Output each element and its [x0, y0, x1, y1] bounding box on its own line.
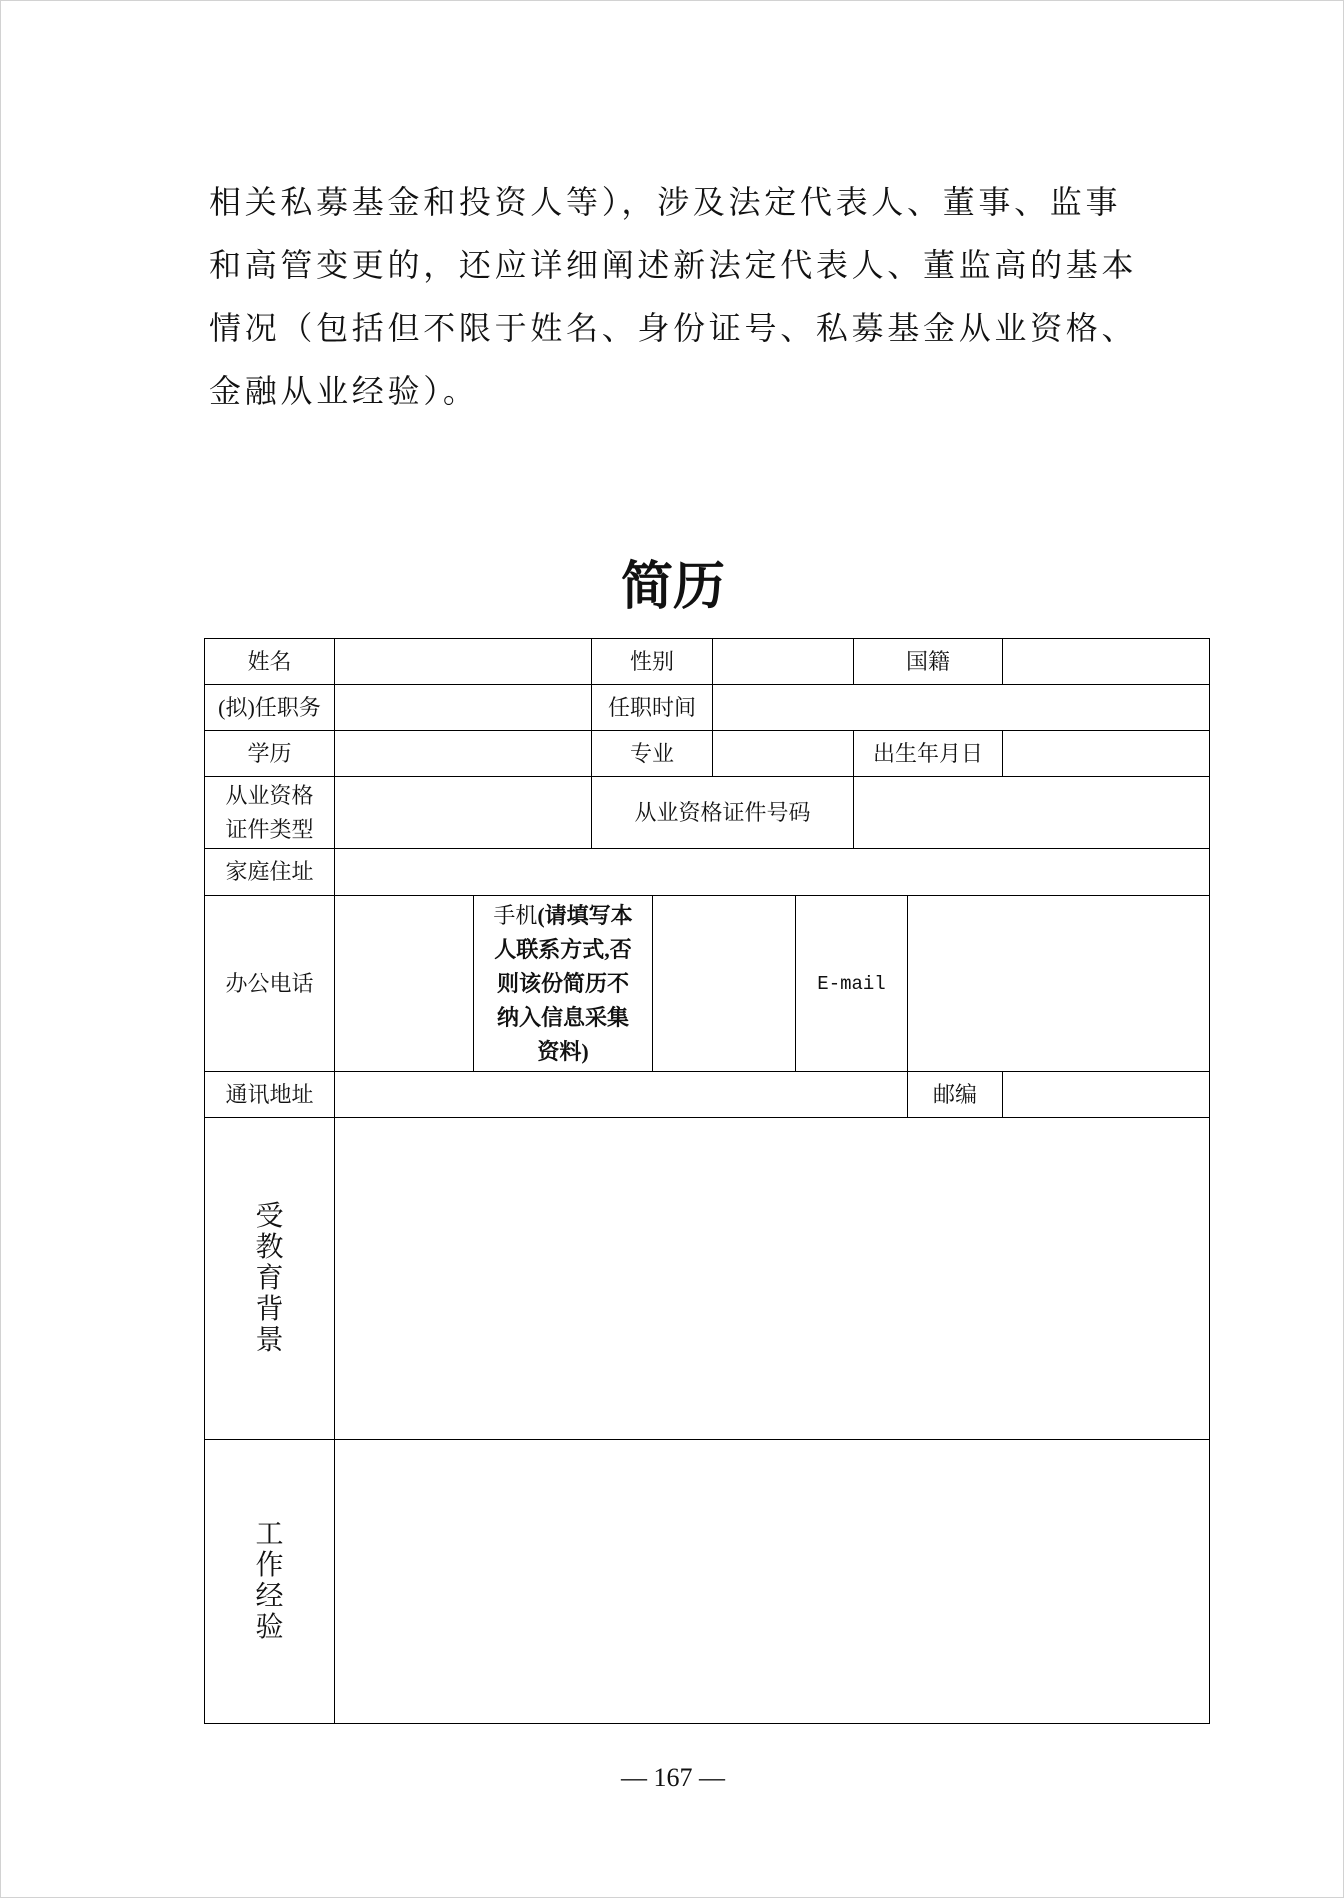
form-row-education — [205, 731, 1210, 777]
birthdate-value-cell — [1003, 731, 1210, 777]
office-phone-label: 办公电话 — [205, 896, 335, 1072]
form-row-certificate — [205, 777, 1210, 849]
mobile-note-text: 资料) — [537, 1038, 589, 1064]
paragraph-line: 相关私募基金和投资人等），涉及法定代表人、董事、监事 — [209, 184, 1122, 220]
form-row-education-background — [205, 1118, 1210, 1440]
mailing-address-value-cell — [335, 1072, 908, 1118]
resume-title: 简历 — [620, 559, 725, 616]
mobile-label: 手机 — [493, 902, 538, 928]
nationality-label: 国籍 — [854, 639, 1003, 685]
position-label: (拟)任职务 — [205, 685, 335, 731]
mobile-value-cell — [653, 896, 796, 1072]
mobile-note-line — [476, 1001, 650, 1035]
gender-value-cell — [713, 639, 854, 685]
name-label: 姓名 — [205, 639, 335, 685]
home-address-label: 家庭住址 — [205, 849, 335, 896]
education-background-label: 受教育背景 — [255, 1200, 284, 1356]
home-address-value-cell — [335, 849, 1210, 896]
nationality-value-cell — [1003, 639, 1210, 685]
mobile-note-text: 则该份简历不 — [496, 970, 629, 996]
form-row-work-experience — [205, 1440, 1210, 1724]
form-row-mailing — [205, 1072, 1210, 1118]
resume-form-table — [204, 638, 1210, 1724]
mobile-label-cell — [474, 896, 653, 1072]
form-row-position — [205, 685, 1210, 731]
education-label: 学历 — [205, 731, 335, 777]
cert-type-value-cell — [335, 777, 592, 849]
cert-type-label-cell — [205, 777, 335, 849]
work-experience-label: 工作经验 — [255, 1519, 284, 1643]
mobile-note-line — [476, 967, 650, 1001]
major-label: 专业 — [592, 731, 713, 777]
paragraph-line: 金融从业经验）。 — [209, 373, 479, 409]
cert-number-value-cell — [854, 777, 1210, 849]
paragraph-line: 情况（包括但不限于姓名、身份证号、私募基金从业资格、 — [209, 310, 1138, 346]
position-value-cell — [335, 685, 592, 731]
form-row-contact — [205, 896, 1210, 1072]
mobile-note-text: 纳入信息采集 — [496, 1004, 629, 1030]
email-value-cell — [908, 896, 1210, 1072]
education-value-cell — [335, 731, 592, 777]
education-background-label-cell — [205, 1118, 335, 1440]
mobile-note-line — [476, 899, 650, 933]
mobile-note-text: (请填写本 — [537, 902, 633, 928]
page-number: — 167 — — [621, 1763, 725, 1792]
email-label: E-mail — [796, 896, 908, 1072]
postcode-label: 邮编 — [908, 1072, 1003, 1118]
work-experience-label-cell — [205, 1440, 335, 1724]
postcode-value-cell — [1003, 1072, 1210, 1118]
education-background-value-cell — [335, 1118, 1210, 1440]
name-value-cell — [335, 639, 592, 685]
paragraph-line: 和高管变更的，还应详细阐述新法定代表人、董监高的基本 — [209, 247, 1138, 283]
birthdate-label: 出生年月日 — [854, 731, 1003, 777]
form-row-basic — [205, 639, 1210, 685]
office-phone-value-cell — [335, 896, 474, 1072]
mobile-note-text: 人联系方式,否 — [494, 936, 632, 962]
tenure-label: 任职时间 — [592, 685, 713, 731]
tenure-value-cell — [713, 685, 1210, 731]
mobile-note-line — [476, 933, 650, 967]
major-value-cell — [713, 731, 854, 777]
work-experience-value-cell — [335, 1440, 1210, 1724]
gender-label: 性别 — [592, 639, 713, 685]
cert-type-label: 从业资格证件类型 — [225, 782, 314, 842]
mailing-address-label: 通讯地址 — [205, 1072, 335, 1118]
mobile-note-line — [476, 1035, 650, 1069]
form-row-home-address — [205, 849, 1210, 896]
cert-number-label: 从业资格证件号码 — [592, 777, 854, 849]
body-paragraph — [209, 171, 1137, 423]
